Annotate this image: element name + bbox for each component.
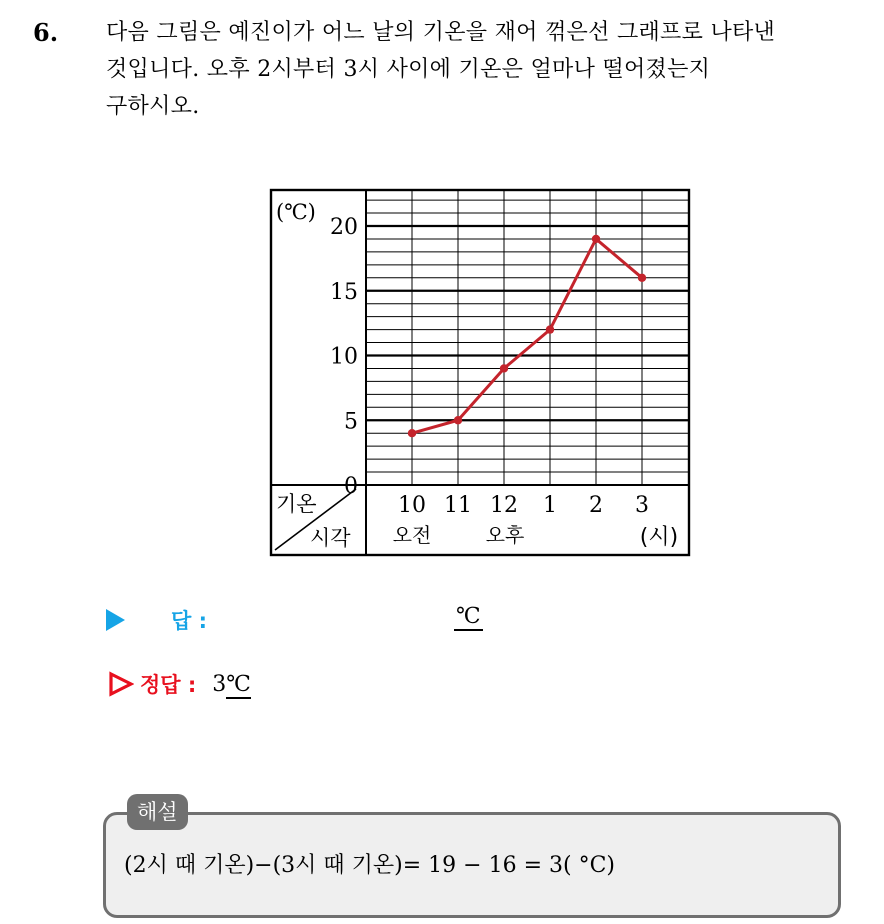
data-point [546, 325, 554, 333]
y-tick-label: 10 [330, 344, 358, 370]
x-tick-label: 2 [589, 493, 603, 518]
data-point [592, 235, 600, 243]
y-tick-label: 0 [344, 474, 358, 499]
x-unit-label: (시) [639, 525, 679, 550]
explanation-tag: 해설 [127, 794, 188, 830]
x-tick-label: 1 [543, 493, 557, 518]
explanation-text: (2시 때 기온)−(3시 때 기온)= 19 − 16 = 3( °C) [124, 853, 615, 878]
correct-number: 3 [212, 671, 227, 697]
x-tick-label: 3 [635, 493, 649, 518]
y-tick-label: 20 [330, 215, 358, 240]
play-triangle-icon [106, 609, 125, 631]
question-number: 6. [33, 18, 59, 47]
question-line: 것입니다. 오후 2시부터 3시 사이에 기온은 얼마나 떨어졌는지 [106, 57, 711, 82]
answer-row [106, 600, 207, 640]
y-tick-label: 15 [330, 279, 358, 305]
correct-unit: ℃ [226, 671, 251, 697]
header-top-label: 기온 [276, 492, 317, 516]
data-point [500, 364, 508, 372]
correct-value [212, 672, 251, 697]
answer-blank[interactable] [454, 604, 483, 629]
y-tick-label: 5 [344, 409, 358, 435]
question-line: 구하시오. [106, 94, 200, 119]
period-label-am: 오전 [392, 523, 432, 547]
header-bottom-label: 시각 [310, 526, 351, 550]
correct-answer-row [108, 664, 251, 704]
outline-triangle-icon [108, 671, 134, 697]
correct-label: 정답 : [140, 673, 197, 697]
data-point [454, 416, 462, 424]
answer-label: 답 : [171, 609, 207, 633]
x-tick-label: 10 [398, 493, 426, 518]
x-tick-label: 11 [444, 493, 472, 518]
answer-unit: ℃ [456, 604, 481, 629]
data-point [638, 274, 646, 282]
data-point [408, 429, 416, 437]
x-tick-label: 12 [490, 493, 518, 518]
question-line: 다음 그림은 예진이가 어느 날의 기온을 재어 꺾은선 그래프로 나타낸 [106, 20, 776, 45]
temperature-series-line [412, 239, 642, 433]
y-unit-label: (℃) [276, 200, 316, 224]
chart-frame [271, 190, 689, 555]
period-label-pm: 오후 [485, 523, 525, 547]
